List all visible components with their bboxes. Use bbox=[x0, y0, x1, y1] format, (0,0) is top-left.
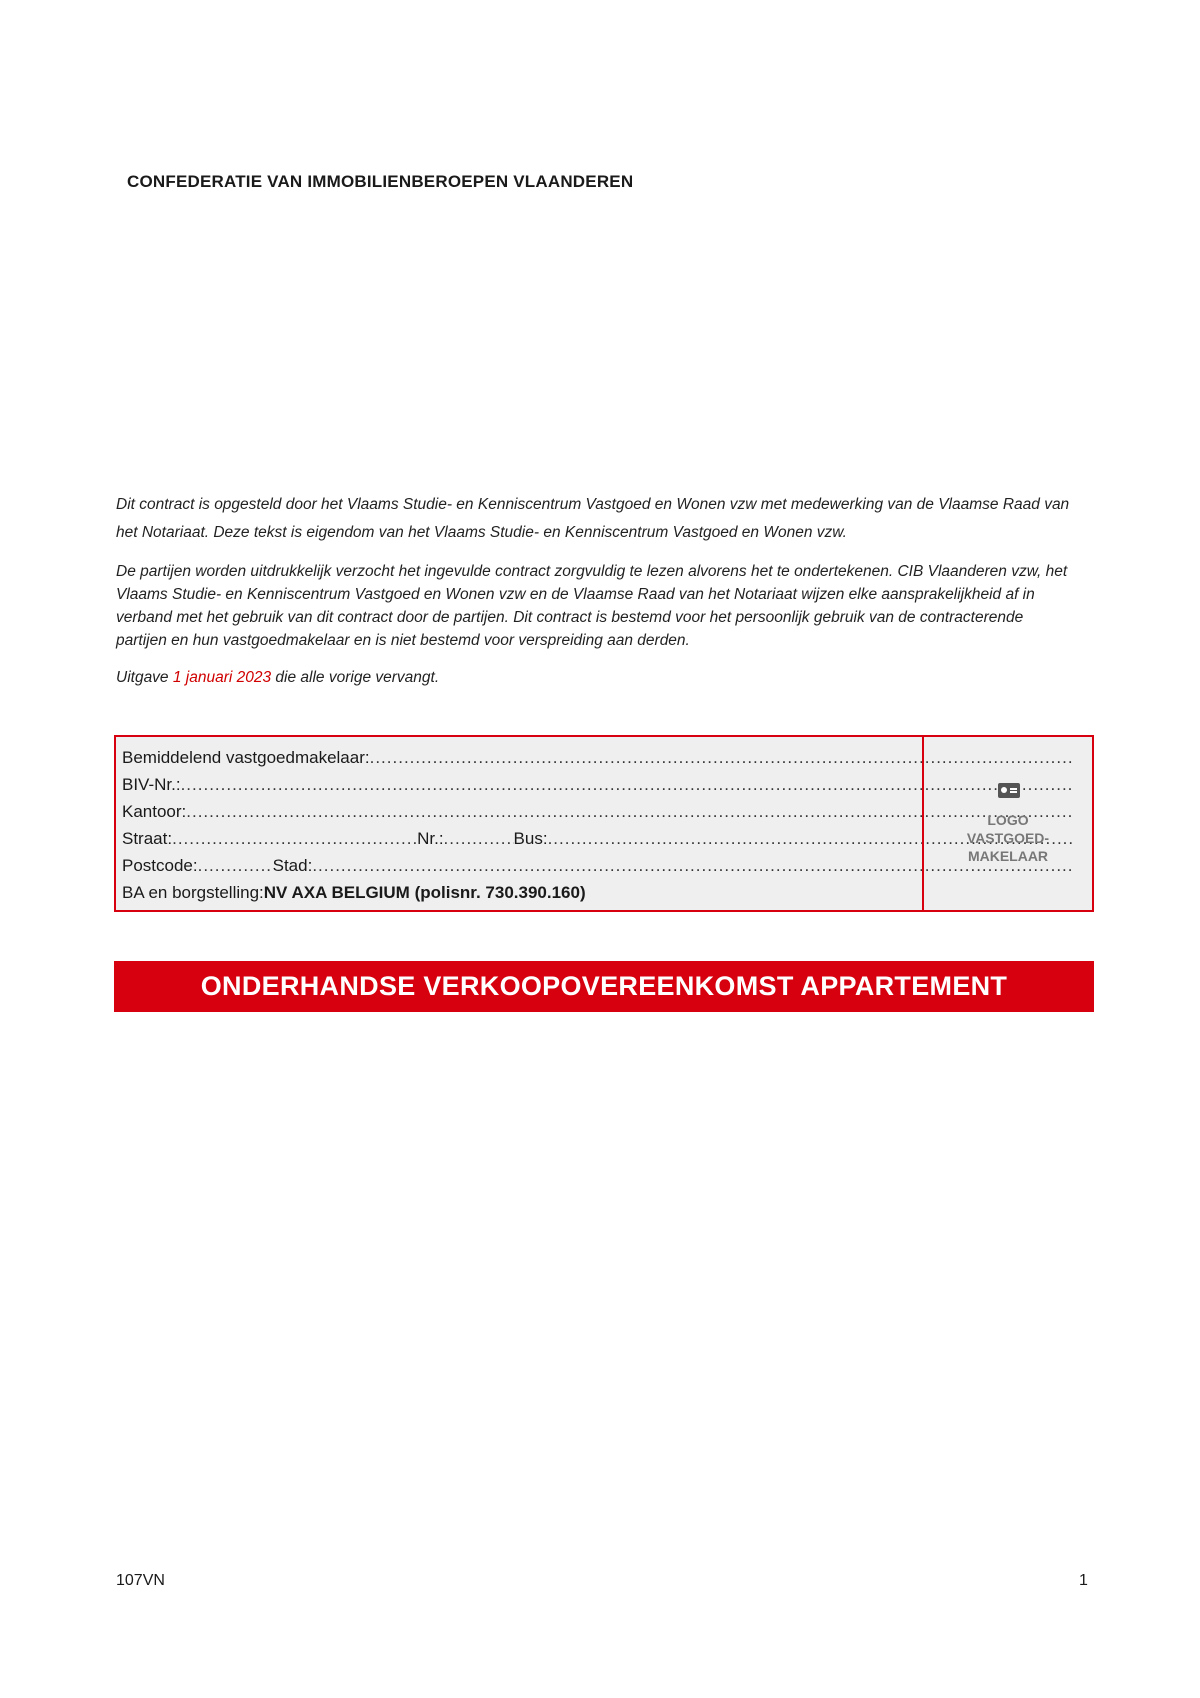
document-title: ONDERHANDSE VERKOOPOVEREENKOMST APPARTEMENT bbox=[200, 971, 1008, 1001]
footer-document-code: 107VN bbox=[116, 1572, 165, 1589]
street-field[interactable] bbox=[172, 825, 417, 852]
organization-header: CONFEDERATIE VAN IMMOBILIENBEROEPEN VLAANDEREN bbox=[127, 172, 634, 191]
intro-paragraph-authorship: Dit contract is opgesteld door het Vlaams Studie- en Kenniscentrum Vastgoed en Wonen vzw met medewerking van de Vlaamse Raad van het Notariaat. Deze tekst is eigendom van het Vlaams Studie- en Kenniscentrum Vastgoed en Wonen vzw. bbox=[116, 496, 1070, 541]
street-label: Straat: bbox=[122, 829, 173, 848]
postcode-label: Postcode: bbox=[122, 856, 198, 875]
footer-page-number: 1 bbox=[1079, 1572, 1088, 1589]
insurance-value: NV AXA BELGIUM (polisnr. 730.390.160) bbox=[263, 883, 586, 902]
edition-suffix: die alle vorige vervangt. bbox=[271, 669, 440, 686]
intro-paragraph-disclaimer: De partijen worden uitdrukkelijk verzocht het ingevulde contract zorgvuldig te lezen alvorens het te ondertekenen. CIB Vlaanderen vzw, het Vlaams Studie- en Kenniscentrum Vastgoed en Wonen vzw en de Vlaamse Raad van het Notariaat wijzen elke aansprakelijkheid af in verband met het gebruik van dit contract door de partijen. Dit contract is bestemd voor het persoonlijk gebruik van de contracterende partijen en hun vastgoedmakelaar en is niet bestemd voor verspreiding aan derden. bbox=[116, 563, 1068, 649]
number-field[interactable] bbox=[444, 825, 514, 852]
postcode-field[interactable] bbox=[198, 852, 273, 879]
logo-placeholder-text: LOGO VASTGOED- MAKELAAR bbox=[966, 812, 1050, 864]
office-label: Kantoor: bbox=[122, 802, 187, 821]
edition-prefix: Uitgave bbox=[116, 669, 173, 686]
broker-info-box bbox=[114, 735, 1094, 912]
edition-date: 1 januari 2023 bbox=[172, 669, 272, 686]
bus-label: Bus: bbox=[513, 829, 548, 848]
number-label: Nr.: bbox=[417, 829, 444, 848]
document-title-banner bbox=[114, 961, 1094, 1012]
biv-number-label: BIV-Nr.: bbox=[122, 775, 181, 794]
edition-note bbox=[116, 666, 1076, 689]
broker-logo-placeholder[interactable] bbox=[924, 737, 1092, 910]
city-label: Stad: bbox=[272, 856, 313, 875]
broker-name-label: Bemiddelend vastgoedmakelaar: bbox=[122, 748, 370, 767]
id-card-icon bbox=[998, 783, 1020, 798]
insurance-label: BA en borgstelling: bbox=[122, 883, 264, 902]
